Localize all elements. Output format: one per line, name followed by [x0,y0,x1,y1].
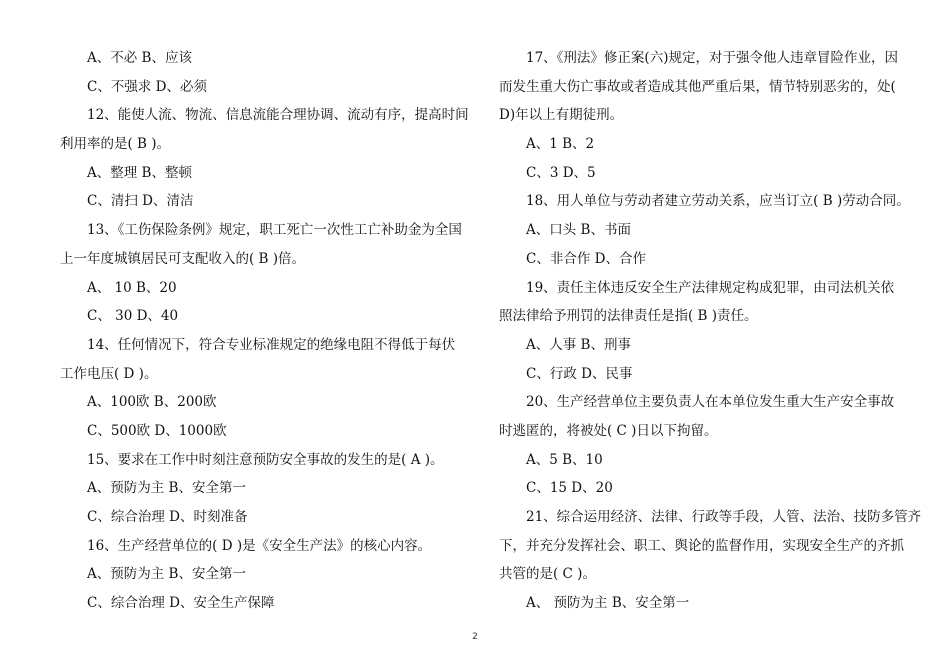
text-line: A、预防为主 B、安全第一 [87,480,246,497]
text-line: 照法律给予刑罚的法律责任是指( B )责任。 [499,308,758,325]
text-line: 时逃匿的，将被处( C )日以下拘留。 [499,422,718,439]
text-line: A、 10 B、20 [87,279,177,296]
text-line: 21、综合运用经济、法律、行政等手段，人管、法治、技防多管齐 [526,509,922,525]
page-number: 2 [472,632,478,642]
text-line: 18、用人单位与劳动者建立劳动关系，应当订立( B )劳动合同。 [526,193,910,210]
text-line: 20、生产经营单位主要负责人在本单位发生重大生产安全事故 [526,394,895,411]
text-line: 17、《刑法》修正案(六)规定，对于强令他人违章冒险作业，因 [526,50,898,66]
text-line: 下，并充分发挥社会、职工、舆论的监督作用，实现安全生产的齐抓 [499,537,904,554]
right-column [499,44,929,618]
text-line: 利用率的是( B )。 [60,136,171,153]
text-line: A、 预防为主 B、安全第一 [526,595,690,612]
text-line: A、预防为主 B、安全第一 [87,566,246,583]
text-line: C、综合治理 D、时刻准备 [87,509,248,525]
text-line: 16、生产经营单位的( D )是《安全生产法》的核心内容。 [87,537,432,554]
text-line: 工作电压( D )。 [60,365,158,382]
text-line: D)年以上有期徒刑。 [499,107,624,124]
text-line: C、500欧 D、1000欧 [87,422,227,439]
text-line: 上一年度城镇居民可支配收入的( B )倍。 [60,250,306,267]
text-line: 13、《工伤保险条例》规定，职工死亡一次性工亡补助金为全国 [87,222,462,239]
text-line: C、清扫 D、清洁 [87,193,194,210]
text-line: C、不强求 D、必须 [87,78,207,95]
text-line: 15、要求在工作中时刻注意预防安全事故的发生的是( A )。 [87,451,444,468]
text-line: C、3 D、5 [526,164,596,181]
text-line: 而发生重大伤亡事故或者造成其他严重后果，情节特别恶劣的，处( [499,78,896,95]
text-line: A、整理 B、整顿 [87,164,192,181]
text-line: C、非合作 D、合作 [526,250,646,267]
text-line: C、 30 D、40 [87,308,179,325]
text-line: C、行政 D、民事 [526,365,633,382]
text-line: 共管的是( C )。 [499,566,596,583]
text-line: C、15 D、20 [526,480,613,497]
text-line: 14、任何情况下，符合专业标准规定的绝缘电阻不得低于每伏 [87,336,456,353]
left-column [60,44,480,618]
text-line: C、综合治理 D、安全生产保障 [87,595,275,612]
text-line: 19、责任主体违反安全生产法律规定构成犯罪，由司法机关依 [526,279,895,296]
text-line: A、1 B、2 [526,136,595,153]
text-line: 12、能使人流、物流、信息流能合理协调、流动有序，提高时间 [87,107,469,124]
text-line: A、不必 B、应该 [87,50,192,66]
text-line: A、人事 B、刑事 [526,336,631,353]
text-line: A、口头 B、书面 [526,222,631,239]
text-line: A、5 B、10 [526,451,603,468]
text-line: A、100欧 B、200欧 [87,394,217,411]
